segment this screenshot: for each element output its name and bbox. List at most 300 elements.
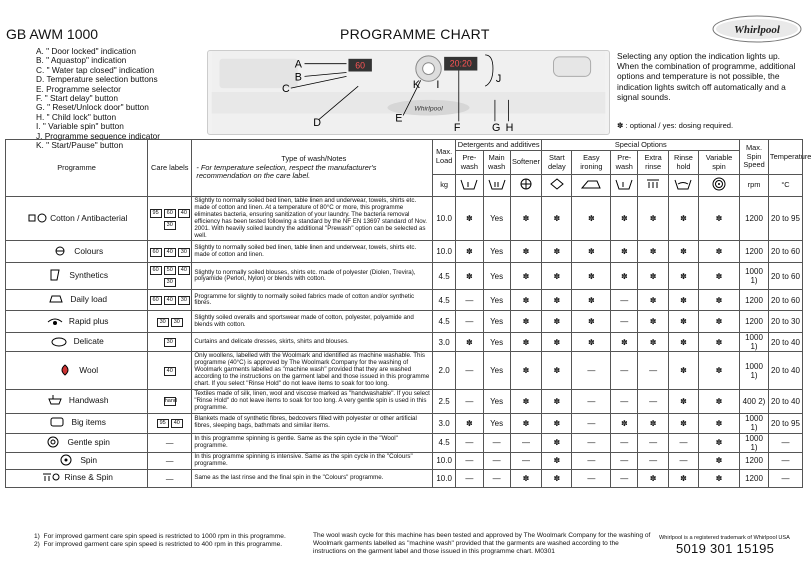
legend-item: H. " Child lock" button xyxy=(36,111,117,122)
softener-value: ✽ xyxy=(510,352,542,390)
asterisk-icon: ✽ xyxy=(617,121,624,130)
start-delay-value: ✽ xyxy=(542,452,572,469)
start-delay-value: ✽ xyxy=(542,241,572,263)
extra-rinse-value: ✽ xyxy=(638,263,669,290)
softener-value: ✽ xyxy=(510,413,542,433)
variable-spin-value: ✽ xyxy=(698,413,739,433)
rinse-hold-value: ✽ xyxy=(669,197,699,241)
start-delay-value: ✽ xyxy=(542,333,572,352)
easy-ironing-value: — xyxy=(572,469,611,487)
mainwash-value: — xyxy=(483,452,510,469)
legend-item: J. Programme sequence indicator xyxy=(36,130,161,141)
footnote-2 xyxy=(34,541,282,549)
mainwash-value: — xyxy=(483,433,510,452)
easy-ironing-value: ✽ xyxy=(572,197,611,241)
programme-name: Rinse & Spin xyxy=(64,472,113,483)
extra-rinse-value: ✽ xyxy=(638,469,669,487)
description-cell: Programme for slightly to normally soiled fabrics made of cotton and/or synthetic fibres. xyxy=(192,290,433,311)
temp-value: 20 to 60 xyxy=(768,290,802,311)
trademark-note: Whirlpool is a registered trademark of Whirlpool USA xyxy=(659,535,790,541)
table-row xyxy=(6,433,803,452)
extra-rinse-value: ✽ xyxy=(638,413,669,433)
control-panel-diagram xyxy=(207,50,610,135)
temp-value: 20 to 40 xyxy=(768,333,802,352)
legend-item: C. " Water tap closed" indication xyxy=(36,64,155,75)
care-label-icon: 40 xyxy=(164,296,176,305)
care-label-icon: 30 xyxy=(178,296,190,305)
footnote-text: For improved garment care spin speed is restricted to 400 rpm in this programme. xyxy=(43,541,283,548)
load-value: 10.0 xyxy=(433,452,456,469)
prewash-value: ✽ xyxy=(455,197,483,241)
care-label-icon: 95 xyxy=(157,419,169,428)
care-label-icon: 40 xyxy=(178,266,190,275)
description-cell: Only woollens, labelled with the Woolmark and identified as machine washable. This programme (40°C) is approved by The Woolmark Company for the washing of Woolmark garments labelled as "machine wash" provided that they are washed according to the instructions on the garment label and those issued in this programme chart. If you select "Rinse Hold" do not leave items to soak for too long. xyxy=(192,352,433,390)
prewash-value: — xyxy=(455,469,483,487)
legend-item: A. " Door locked" indication xyxy=(36,46,136,56)
description-cell: Blankets made of synthetic fibres, bedcovers filled with polyester or other artificial fibres, sleeping bags, bathmats and similar items. xyxy=(192,413,433,433)
load-value: 10.0 xyxy=(433,197,456,241)
care-label-cell xyxy=(148,413,192,433)
care-label-icon: 40 xyxy=(164,248,176,257)
programme-cell xyxy=(6,197,148,241)
document-code: 5019 301 15195 xyxy=(676,541,775,556)
programme-cell xyxy=(6,433,148,452)
col-mainwash: Main wash xyxy=(483,151,510,175)
prewash-option-value: ✽ xyxy=(611,241,638,263)
col-type xyxy=(192,140,433,197)
programme-name: Handwash xyxy=(68,395,109,406)
description-cell: In this programme spinning is gentle. Same as the spin cycle in the "Wool" programme. xyxy=(192,433,433,452)
care-label-none: — xyxy=(165,438,174,448)
variable-spin-value: ✽ xyxy=(698,241,739,263)
care-label-icon: 95 xyxy=(150,209,162,218)
care-label-icon: 30 xyxy=(171,318,183,327)
prewash-option-value: ✽ xyxy=(611,413,638,433)
rinse-hold-value: ✽ xyxy=(669,389,699,413)
spin-value: 1200 xyxy=(740,290,769,311)
programme-icon xyxy=(45,268,67,284)
table-row xyxy=(6,311,803,333)
description-cell: Curtains and delicate dresses, skirts, shirts and blouses. xyxy=(192,333,433,352)
legend-item: E. Programme selector xyxy=(36,83,121,94)
care-label-icon: 60 xyxy=(150,248,162,257)
care-label-icon: 30 xyxy=(164,278,176,287)
care-label-icon: 30 xyxy=(164,338,176,347)
indicator-legend xyxy=(36,47,160,150)
spin-value: 400 2) xyxy=(740,389,769,413)
spin-value: 1200 xyxy=(740,241,769,263)
legend-item: K. " Start/Pause" button xyxy=(36,140,124,151)
spin-value: 1000 1) xyxy=(740,433,769,452)
footnote-1 xyxy=(34,533,286,541)
description-cell: Same as the last rinse and the final spin in the "Colours" programme. xyxy=(192,469,433,487)
care-label-cell xyxy=(148,469,192,487)
load-value: 2.5 xyxy=(433,389,456,413)
load-value: 10.0 xyxy=(433,469,456,487)
spin-value: 1200 xyxy=(740,311,769,333)
variable-spin-value: ✽ xyxy=(698,263,739,290)
spin-value: 1200 xyxy=(740,197,769,241)
woolmark-note: The wool wash cycle for this machine has been tested and approved by The Woolmark Company for the washing of Woolmark garments labelled as "machine wash" provided that the garments are washed according to the instructions on the garment label and those issued in this programme chart. M0301 xyxy=(313,532,651,555)
extra-rinse-value: — xyxy=(638,352,669,390)
table-row xyxy=(6,389,803,413)
programme-icon xyxy=(45,393,67,409)
temp-value: 20 to 95 xyxy=(768,413,802,433)
temp-value: — xyxy=(768,452,802,469)
panel-brand: Whirlpool xyxy=(414,105,443,113)
page-title: PROGRAMME CHART xyxy=(340,26,490,42)
care-label-icon: 60 xyxy=(164,209,176,218)
variable-spin-value: ✽ xyxy=(698,197,739,241)
col-softener: Softener xyxy=(510,151,542,175)
description-cell: Slightly to normally soiled blouses, shirts etc. made of polyester (Diolen, Trevira), polyamide (Perlon, Nylon) or blends with cotton. xyxy=(192,263,433,290)
easy-ironing-value: — xyxy=(572,452,611,469)
softener-value: ✽ xyxy=(510,311,542,333)
description-cell: Textiles made of silk, linen, wool and viscose marked as "handwashable". If you select "Rinse Hold" do not leave items to soak for too long. A very gentle spin is used in this programme. xyxy=(192,389,433,413)
description-cell: Slightly to normally soiled bed linen, table linen and underwear, towels, shirts etc. made of cotton and linen. xyxy=(192,241,433,263)
optional-note-text: : optional / yes: dosing required. xyxy=(625,121,734,130)
footnote-text: For improved garment care spin speed is restricted to 1000 rpm in this programme. xyxy=(43,533,286,540)
care-label-icon: 60 xyxy=(150,296,162,305)
extra-rinse-value: ✽ xyxy=(638,241,669,263)
mainwash-icon xyxy=(483,175,510,197)
programme-icon xyxy=(40,470,62,486)
mainwash-value: Yes xyxy=(483,413,510,433)
footnote-marker: 2) xyxy=(34,541,40,548)
rinse-hold-value: — xyxy=(669,433,699,452)
variable-spin-value: ✽ xyxy=(698,469,739,487)
programme-cell xyxy=(6,290,148,311)
programme-cell xyxy=(6,452,148,469)
start-delay-icon xyxy=(542,175,572,197)
col-variable-spin: Variable spin xyxy=(698,151,739,175)
prewash-option-icon xyxy=(611,175,638,197)
legend-item: F. " Start delay" button xyxy=(36,93,118,104)
start-delay-value: ✽ xyxy=(542,197,572,241)
care-label-cell xyxy=(148,311,192,333)
programme-cell xyxy=(6,241,148,263)
temp-value: 20 to 60 xyxy=(768,241,802,263)
care-label-icon: 60 xyxy=(150,266,162,275)
extra-rinse-value: ✽ xyxy=(638,333,669,352)
letter-e: E xyxy=(395,112,403,125)
mainwash-value: Yes xyxy=(483,263,510,290)
variable-spin-value: ✽ xyxy=(698,352,739,390)
col-type-note: - For temperature selection, respect the manufacturer's recommendation on the care label. xyxy=(196,162,377,181)
rinse-hold-value: ✽ xyxy=(669,333,699,352)
load-value: 3.0 xyxy=(433,413,456,433)
legend-item: D. Temperature selection buttons xyxy=(36,74,158,85)
mainwash-value: Yes xyxy=(483,241,510,263)
easy-ironing-value: ✽ xyxy=(572,290,611,311)
programme-icon xyxy=(49,334,71,350)
care-label-icon: 30 xyxy=(178,248,190,257)
side-note: Selecting any option the indication lights up. When the combination of programme, additional options and temperature is not possible, the indication lights switch off automatically and a signal sounds. xyxy=(617,51,796,102)
col-rpm: rpm xyxy=(740,175,769,197)
rinse-hold-value: ✽ xyxy=(669,469,699,487)
prewash-option-value: — xyxy=(611,469,638,487)
softener-value: ✽ xyxy=(510,290,542,311)
prewash-option-value: — xyxy=(611,452,638,469)
temp-value: — xyxy=(768,433,802,452)
programme-cell xyxy=(6,311,148,333)
easy-ironing-value: ✽ xyxy=(572,333,611,352)
care-label-icon: 40 xyxy=(171,419,183,428)
table-row xyxy=(6,352,803,390)
prewash-value: — xyxy=(455,290,483,311)
col-extra-rinse: Extra rinse xyxy=(638,151,669,175)
spin-value: 1000 1) xyxy=(740,413,769,433)
load-value: 4.5 xyxy=(433,311,456,333)
prewash-option-value: ✽ xyxy=(611,263,638,290)
variable-spin-icon xyxy=(698,175,739,197)
programme-cell xyxy=(6,413,148,433)
letter-a: A xyxy=(294,58,302,71)
load-value: 2.0 xyxy=(433,352,456,390)
temp-value: 20 to 30 xyxy=(768,311,802,333)
programme-name: Gentle spin xyxy=(67,436,110,447)
extra-rinse-value: ✽ xyxy=(638,197,669,241)
col-type-title: Type of wash/Notes xyxy=(281,154,347,164)
programme-cell xyxy=(6,263,148,290)
col-max-spin: Max. Spin Speed xyxy=(740,140,769,175)
extra-rinse-value: ✽ xyxy=(638,290,669,311)
temp-value: — xyxy=(768,469,802,487)
programme-name: Colours xyxy=(74,246,104,257)
table-row xyxy=(6,413,803,433)
variable-spin-value: ✽ xyxy=(698,433,739,452)
rinse-hold-value: ✽ xyxy=(669,241,699,263)
care-label-cell xyxy=(148,241,192,263)
letter-k: K xyxy=(412,79,421,92)
model-name: GB AWM 1000 xyxy=(6,26,99,42)
temp-value: 20 to 95 xyxy=(768,197,802,241)
softener-value: ✽ xyxy=(510,333,542,352)
prewash-option-value: ✽ xyxy=(611,333,638,352)
programme-icon xyxy=(45,314,67,330)
easy-ironing-value: ✽ xyxy=(572,241,611,263)
prewash-value: ✽ xyxy=(455,241,483,263)
programme-name: Synthetics xyxy=(69,270,109,281)
mainwash-value: Yes xyxy=(483,352,510,390)
easy-ironing-value: ✽ xyxy=(572,263,611,290)
start-delay-value: ✽ xyxy=(542,469,572,487)
load-value: 3.0 xyxy=(433,333,456,352)
legend-item: B. " Aquastop" indication xyxy=(36,55,127,66)
time-display-text: 20:20 xyxy=(449,58,472,69)
brand-text: Whirlpool xyxy=(734,24,780,36)
mainwash-value: — xyxy=(483,469,510,487)
col-prewash-option: Pre-wash xyxy=(611,151,638,175)
programme-name: Big items xyxy=(71,417,106,428)
col-kg: kg xyxy=(433,175,456,197)
care-label-icon: 30 xyxy=(157,318,169,327)
prewash-value: ✽ xyxy=(455,413,483,433)
softener-value: ✽ xyxy=(510,197,542,241)
softener-value: — xyxy=(510,433,542,452)
prewash-option-value: — xyxy=(611,290,638,311)
letter-h: H xyxy=(505,122,514,135)
temp-display-text: 60 xyxy=(355,60,366,71)
col-detergents: Detergents and additives xyxy=(455,140,541,151)
care-label-cell xyxy=(148,452,192,469)
footnote-marker: 1) xyxy=(34,533,40,540)
col-rinse-hold: Rinse hold xyxy=(669,151,699,175)
programme-cell xyxy=(6,389,148,413)
variable-spin-value: ✽ xyxy=(698,452,739,469)
letter-g: G xyxy=(491,122,501,135)
start-delay-value: ✽ xyxy=(542,311,572,333)
rinse-hold-icon xyxy=(669,175,699,197)
legend-item: G. " Reset/Unlock door" button xyxy=(36,102,149,113)
spin-value: 1200 xyxy=(740,452,769,469)
programme-icon xyxy=(43,435,65,451)
prewash-value: — xyxy=(455,452,483,469)
prewash-icon xyxy=(455,175,483,197)
programme-name: Daily load xyxy=(70,294,108,305)
programme-icon xyxy=(55,363,77,379)
easy-ironing-value: — xyxy=(572,433,611,452)
legend-item: I. " Variable spin" button xyxy=(36,121,124,132)
easy-ironing-value: — xyxy=(572,413,611,433)
extra-rinse-value: — xyxy=(638,433,669,452)
rinse-hold-value: ✽ xyxy=(669,290,699,311)
table-row xyxy=(6,452,803,469)
softener-icon xyxy=(510,175,542,197)
rinse-hold-value: ✽ xyxy=(669,263,699,290)
mainwash-value: Yes xyxy=(483,311,510,333)
spin-value: 1000 1) xyxy=(740,352,769,390)
care-label-icon: 30 xyxy=(164,221,176,230)
col-temperature: Temperature xyxy=(768,140,802,175)
load-value: 10.0 xyxy=(433,241,456,263)
easy-ironing-value: — xyxy=(572,352,611,390)
col-max-load: Max. Load xyxy=(433,140,456,175)
variable-spin-value: ✽ xyxy=(698,389,739,413)
start-delay-value: ✽ xyxy=(542,352,572,390)
programme-name: Cotton / Antibacterial xyxy=(50,212,128,223)
start-delay-value: ✽ xyxy=(542,433,572,452)
programme-name: Rapid plus xyxy=(68,316,109,327)
extra-rinse-value: ✽ xyxy=(638,311,669,333)
start-delay-value: ✽ xyxy=(542,413,572,433)
letter-i: I xyxy=(436,79,440,92)
letter-d: D xyxy=(313,117,322,130)
table-row xyxy=(6,290,803,311)
care-label-cell xyxy=(148,263,192,290)
letter-f: F xyxy=(453,122,461,135)
rinse-hold-value: ✽ xyxy=(669,352,699,390)
care-label-none: — xyxy=(165,473,174,483)
programme-icon xyxy=(50,244,72,260)
prewash-option-value: — xyxy=(611,311,638,333)
variable-spin-value: ✽ xyxy=(698,333,739,352)
care-label-icon: 50 xyxy=(164,266,176,275)
description-cell: Slightly to normally soiled bed linen, table linen and underwear, towels, shirts etc. made of cotton and linen. At a temperature of 80°C or more, this programme eliminates bacteria, ensuring sanitization of your laundry. The bacteria removal efficiency has been tested following a standard by the NF EN 13697 standard of Nov. 2001. With heavily soiled laundry the additional "Prewash" option can be selected as well. xyxy=(192,197,433,241)
care-label-icon: 40 xyxy=(164,367,176,376)
care-label-cell xyxy=(148,197,192,241)
care-label-cell xyxy=(148,389,192,413)
softener-value: ✽ xyxy=(510,469,542,487)
variable-spin-value: ✽ xyxy=(698,290,739,311)
col-easy-ironing: Easy ironing xyxy=(572,151,611,175)
softener-value: — xyxy=(510,452,542,469)
rinse-hold-value: — xyxy=(669,452,699,469)
col-start-delay: Start delay xyxy=(542,151,572,175)
extra-rinse-value: — xyxy=(638,452,669,469)
letter-j: J xyxy=(495,73,502,86)
letter-b: B xyxy=(294,71,302,84)
load-value: 4.5 xyxy=(433,290,456,311)
description-cell: In this programme spinning is intensive. Same as the spin cycle in the "Colours" programme. xyxy=(192,452,433,469)
temp-value: 20 to 40 xyxy=(768,389,802,413)
prewash-value: ✽ xyxy=(455,333,483,352)
prewash-option-value: ✽ xyxy=(611,197,638,241)
variable-spin-value: ✽ xyxy=(698,311,739,333)
prewash-value: — xyxy=(455,311,483,333)
programme-icon xyxy=(56,453,78,469)
programme-table xyxy=(5,139,811,488)
temp-value: 20 to 40 xyxy=(768,352,802,390)
rinse-hold-value: ✽ xyxy=(669,413,699,433)
table-row xyxy=(6,263,803,290)
mainwash-value: Yes xyxy=(483,197,510,241)
table-row xyxy=(6,333,803,352)
easy-ironing-value: ✽ xyxy=(572,311,611,333)
prewash-value: ✽ xyxy=(455,263,483,290)
prewash-value: — xyxy=(455,389,483,413)
care-label-none: — xyxy=(165,456,174,466)
table-row xyxy=(6,197,803,241)
care-label-cell xyxy=(148,352,192,390)
rinse-hold-value: ✽ xyxy=(669,311,699,333)
optional-note xyxy=(617,121,733,130)
prewash-value: — xyxy=(455,352,483,390)
softener-value: ✽ xyxy=(510,263,542,290)
programme-name: Wool xyxy=(79,364,99,375)
programme-icon xyxy=(26,211,48,227)
prewash-value: — xyxy=(455,433,483,452)
programme-icon xyxy=(47,415,69,431)
table-row xyxy=(6,469,803,487)
programme-cell xyxy=(6,352,148,390)
load-value: 4.5 xyxy=(433,263,456,290)
spin-value: 1000 1) xyxy=(740,333,769,352)
programme-cell xyxy=(6,333,148,352)
col-prewash: Pre-wash xyxy=(455,151,483,175)
programme-name: Spin xyxy=(80,454,98,465)
care-label-icon: 40 xyxy=(178,209,190,218)
care-label-icon: hand xyxy=(164,398,177,405)
letter-c: C xyxy=(282,83,290,96)
whirlpool-logo xyxy=(712,14,802,44)
extra-rinse-value: — xyxy=(638,389,669,413)
load-value: 4.5 xyxy=(433,433,456,452)
mainwash-value: Yes xyxy=(483,389,510,413)
col-programme: Programme xyxy=(6,140,148,197)
mainwash-value: Yes xyxy=(483,333,510,352)
col-care-labels: Care labels xyxy=(148,140,192,197)
softener-value: ✽ xyxy=(510,389,542,413)
easy-ironing-value: — xyxy=(572,389,611,413)
programme-icon xyxy=(46,292,68,308)
spin-value: 1200 xyxy=(740,469,769,487)
prewash-option-value: — xyxy=(611,433,638,452)
programme-cell xyxy=(6,469,148,487)
prewash-option-value: — xyxy=(611,389,638,413)
prewash-option-value: — xyxy=(611,352,638,390)
temp-value: 20 to 60 xyxy=(768,263,802,290)
